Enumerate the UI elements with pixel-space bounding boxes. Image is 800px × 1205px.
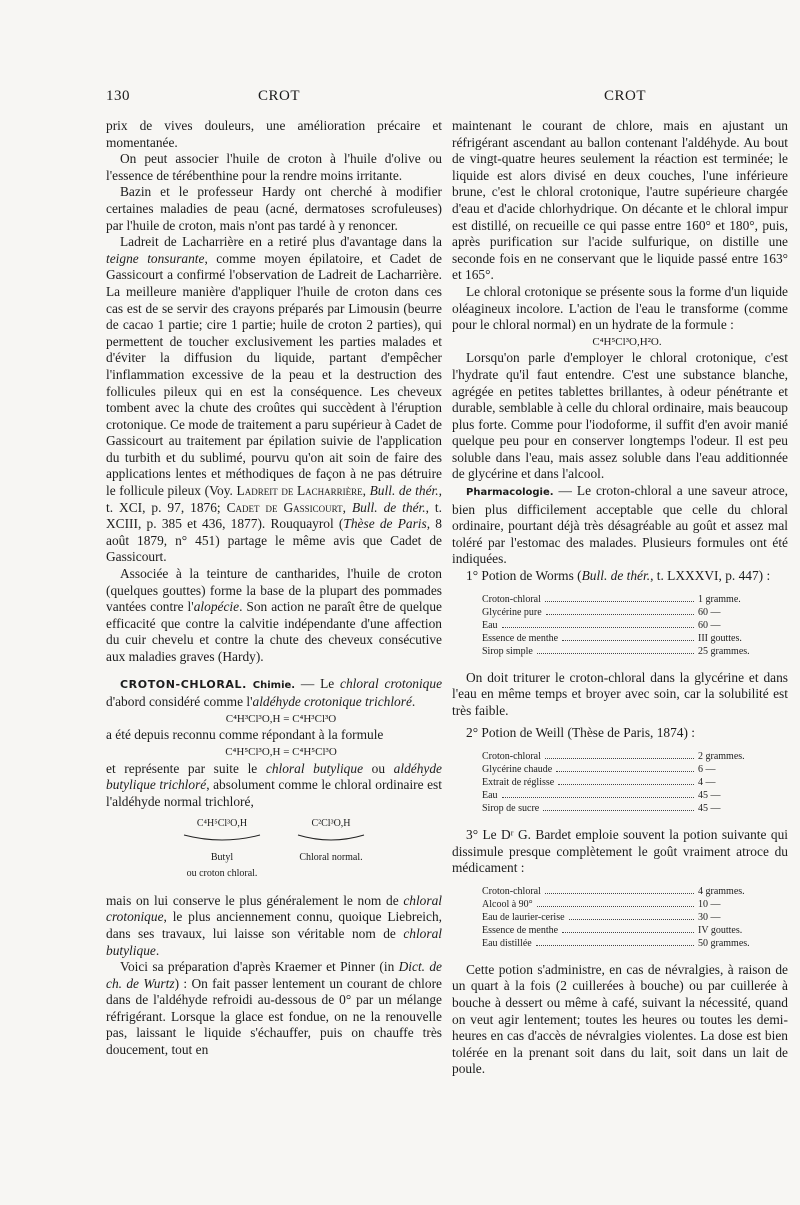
ingredient-quantity: 50 grammes. [698,937,750,949]
prescription-row [482,789,782,802]
dot-leader [502,627,694,628]
prescription-row [482,619,782,632]
journal-title: Bull. de thér. [369,483,439,499]
ingredient-name: Croton-chloral [482,885,541,897]
chemical-formula: C⁴H⁵Cl³O,H = C⁴H⁵Cl³O [225,745,337,758]
paragraph: a été depuis reconnu comme répondant à la formule [106,727,384,743]
prescription-list-worms [482,593,782,658]
journal-title: Bull. de thér. [351,499,426,515]
dot-leader [537,906,694,907]
subsection-heading: Chimie. [252,679,296,691]
brace-icon [182,833,262,843]
paragraph [106,893,442,959]
italic-term: chloral butylique [106,925,442,958]
ingredient-quantity: 45 — [698,803,721,814]
ingredient-quantity: III gouttes. [698,632,742,644]
ingredient-name: Extrait de réglisse [482,777,555,788]
text-run: , t. LXXXVI, p. 447) : [650,568,771,584]
ingredient-quantity: 1 gramme. [698,593,741,605]
ingredient-name: Eau distillée [482,937,532,949]
text-run: mais on lui conserve le plus généralement le nom de [106,892,404,908]
dot-leader [545,758,694,759]
ingredient-name: Sirop de sucre [482,803,540,814]
dot-leader [502,797,694,798]
dot-leader [543,810,694,811]
prescription-row [482,750,782,763]
paragraph [106,761,442,811]
structure-formula: C⁴H⁵Cl³O,H [196,818,248,830]
prescription-row [482,802,782,815]
ingredient-quantity: 60 — [698,619,721,631]
text-run: , t. XCIII, p. 385 et 436, 1877). Rouquayrol ( [106,499,442,532]
ingredient-quantity: 4 — [698,777,716,788]
structure-label: ou croton chloral. [186,868,258,880]
dot-leader [545,893,694,894]
italic-term: alopécie [193,599,240,615]
paragraph: prix de vives douleurs, une amélioration précaire et momentanée. [106,118,442,150]
paragraph: Bazin et le professeur Hardy ont cherché à modifier certaines maladies de peau (acné, dermatoses scrofuleuses) par l'huile de croton, mais n'ont pas tardé à y renoncer. [106,184,442,233]
structure-label: Chloral normal. [299,851,363,863]
dot-leader [536,945,694,946]
text-run: et représente par suite le [106,760,266,776]
normal-chloral-structure [296,816,366,882]
right-column [452,118,788,1078]
chemical-formula: C⁴H³Cl³O,H = C⁴H³Cl³O [225,712,337,725]
prescription-list-weill [482,750,782,815]
dot-leader [562,640,694,641]
italic-term: teigne tonsurante [106,250,205,266]
prescription-row [482,763,782,776]
left-column [106,118,442,1059]
text-run: 1° Potion de Worms ( [466,568,582,584]
text-run: , comme moyen épilatoire, et Cadet de Gassicourt a confirmé l'observation de Ladreit de Lacharrière. La meilleure manière d'appliquer l'huile de croton dans ces cas est de se servir des crayons préparés par Limousin (beurre de cacao 1 partie; cire 1 partie; huile de croton 2 parties), qui permettent de toucher exclusivement les parties malades et d'éviter la diffusion du liquide, partant d'empêcher l'inflammation excessive de la peau et la destruction des follicules pileux qui en est la conséquence. Les cheveux tombent avec la chute des croûtes qui succèdent à l'éruption crotonique. Ce mode de traitement a paru supérieur à Cadet de Gassicourt au traitement par épilation suivie de l'application du turbith et du sublimé, pourvu qu'on ait soin de faire des applications lentes et méthodiques de façon à ne pas détruire le follicule pileux (Voy. [106,250,442,499]
ingredient-quantity: IV gouttes. [698,924,743,936]
text-run: , absolument comme le chloral ordinaire est l'aldéhyde normal trichloré, [106,777,442,809]
ingredient-name: Croton-chloral [482,593,541,605]
dot-leader [545,601,694,602]
paragraph: Cette potion s'administre, en cas de névralgies, à raison de un quart à la fois (2 cuillerées à bouche) ou par cuillerée à bouche à dessert ou même à café, suivant la nécessité, quand on veut agir lentement; toutes les heures ou toutes les demi-heures en cas d'accès de névralgies violentes. La dose est bien tolérée en la prenant soit dans du lait, soit dans un lait de poule. [452,961,788,1077]
text-run: ) : On fait passer lentement un courant de chlore dans de l'aldéhyde refroidi au-dessous de 0° par un mélange réfrigérant. Lorsque la glace est fondue, on ne la renouvelle pas, laissant le liquide s'échauffer, puis on chauffe très doucement, tout en [106,975,442,1058]
dot-leader [546,614,694,615]
paragraph: 3° Le Dʳ G. Bardet emploie souvent la potion suivante qui dissimule presque complètement le goût vraiment atroce du médicament : [452,827,788,876]
paragraph [452,568,788,585]
text-run: Ladreit de Lacharrière en a retiré plus d'avantage dans la [120,234,442,250]
subsection-heading: Pharmacologie. [466,487,554,499]
paragraph: On peut associer l'huile de croton à l'huile d'olive ou l'essence de térébenthine pour la rendre moins irritante. [106,151,442,183]
running-head-right: CROT [604,88,647,104]
running-head-left: CROT [258,88,301,104]
text-run: , le plus anciennement connu, quoique Liebreich, dans ses travaux, lui laisse son véritable nom de [106,909,442,941]
paragraph [106,566,442,666]
text-run: , [362,483,370,499]
paragraph: On doit triturer le croton-chloral dans la glycérine et dans l'eau en même temps et broyer avec soin, car la solubilité est très faible. [452,669,788,718]
text-run: , t. XCI, p. 97, 1876; [106,483,442,515]
italic-term: aldéhyde butylique trichloré [106,760,443,793]
text-run: , [342,499,352,515]
ingredient-name: Essence de menthe [482,632,559,644]
italic-term: chloral butylique [265,760,364,776]
author-name: Ladreit de Lacharrière [236,483,363,499]
paragraph: Le chloral crotonique se présente sous la forme d'un liquide oléagineux incolore. L'action de l'eau le transforme (comme pour le chloral normal) en un hydrate de la formule : [452,283,788,333]
butyl-chloral-structure [182,816,262,882]
text-run: . [155,942,160,958]
ingredient-name: Essence de menthe [482,924,559,936]
ingredient-name: Alcool à 90° [482,898,533,910]
text-run: — Le [295,675,341,691]
text-run: , 8 août 1879, n° 451) partage le même avis que Cadet de Gassicourt. [106,516,442,565]
prescription-row [482,593,782,606]
paragraph [452,483,788,568]
dot-leader [558,784,694,785]
text-run: Associée à la teinture de cantharides, l'huile de croton (quelques gouttes) forme la base de la plupart des pommades vantées contre l' [106,566,442,615]
paragraph [106,959,442,1059]
ingredient-quantity: 60 — [698,606,721,618]
ingredient-quantity: 25 grammes. [698,645,750,657]
structure-comparison [106,816,442,882]
journal-title: Bull. de thér. [581,568,651,584]
ingredient-name: Croton-chloral [482,751,541,762]
section-heading-paragraph [106,676,442,711]
ingredient-name: Sirop simple [482,645,533,657]
prescription-row [482,911,782,924]
prescription-row [482,606,782,619]
prescription-row [482,776,782,789]
ingredient-quantity: 6 — [698,764,716,775]
dot-leader [562,932,694,933]
prescription-row [482,885,782,898]
structure-label: Butyl [210,851,234,863]
dot-leader [537,653,694,654]
text-run: — Le croton-chloral a une saveur atroce, bien plus difficilement acceptable que celle du chloral ordinaire, pourtant déjà très désagréable au goût et assez mal toléré par l'estomac des malades. Plusieurs formules ont été indiquées. [452,483,788,567]
chemical-formula: C⁴H⁵Cl³O,H²O. [592,335,662,348]
ingredient-name: Eau [482,619,498,631]
italic-term: chloral crotonique [106,892,442,925]
text-run: . [411,694,416,710]
prescription-row [482,937,782,950]
italic-term: chloral crotonique [340,675,443,691]
brace-icon [296,833,366,843]
text-run: Voici sa préparation d'après Kraemer et Pinner (in [120,959,399,975]
prescription-row [482,924,782,937]
book-title: Dict. de ch. de Wurtz [106,959,442,991]
ingredient-name: Eau [482,790,498,801]
paragraph: maintenant le courant de chlore, mais en ajustant un réfrigérant ascendant au ballon contenant l'aldéhyde. Au bout de vingt-quatre heures seulement la réaction est terminée; le liquide est alors divisé en deux couches, l'une inférieure brune, c'est le chloral crotonique, l'autre supérieure chargée d'eau et d'acide chlorhydrique. On décante et le chloral impur est distillé, on recueille ce qui passe entre 160° et 180°, puis, après purification sur l'acide sulfurique, on distille une seconde fois en ne conservant que le liquide passé entre 163° et 165°. [452,118,788,283]
page-number: 130 [106,88,130,104]
prescription-list-bardet [482,885,782,950]
section-heading: CROTON-CHLORAL. [120,677,247,691]
thesis-title: Thèse de Paris [343,516,427,532]
author-name: Cadet de Gassicourt [226,499,343,515]
ingredient-quantity: 30 — [698,911,721,923]
prescription-row [482,898,782,911]
structure-formula: C²Cl³O,H [311,818,351,830]
paragraph [106,234,442,566]
italic-term: aldéhyde crotonique trichloré [252,694,412,710]
dot-leader [556,771,694,772]
prescription-row [482,645,782,658]
ingredient-quantity: 10 — [698,898,721,910]
paragraph: 2° Potion de Weill (Thèse de Paris, 1874) : [466,725,696,741]
ingredient-quantity: 2 grammes. [698,751,745,762]
ingredient-name: Glycérine pure [482,606,542,618]
text-run: ou [363,760,394,776]
prescription-row [482,632,782,645]
ingredient-name: Glycérine chaude [482,764,553,775]
ingredient-quantity: 45 — [698,790,721,801]
ingredient-name: Eau de laurier-cerise [482,911,565,923]
dot-leader [569,919,694,920]
text-run: . Son action ne paraît être de quelque efficacité que contre la calvitie indépendante d'une affection du cuir chevelu et contre la chute des cheveux consécutive aux maladies graves (Hardy). [106,599,442,664]
ingredient-quantity: 4 grammes. [698,885,745,897]
paragraph: Lorsqu'on parle d'employer le chloral crotonique, c'est l'hydrate qu'il faut entendre. C'est une substance blanche, agrégée en petites tablettes brillantes, à odeur pénétrante et durable, semblable à celle du chloral ordinaire, mais beaucoup plus forte. Comme pour l'iodoforme, il suffit d'en avoir manié quelque peu pour en conserver longtemps l'odeur. Il est peu soluble dans l'eau, mais assez soluble dans l'eau additionnée de glycérine et dans l'alcool. [452,350,788,482]
text-run: d'abord considéré comme l' [106,694,253,710]
